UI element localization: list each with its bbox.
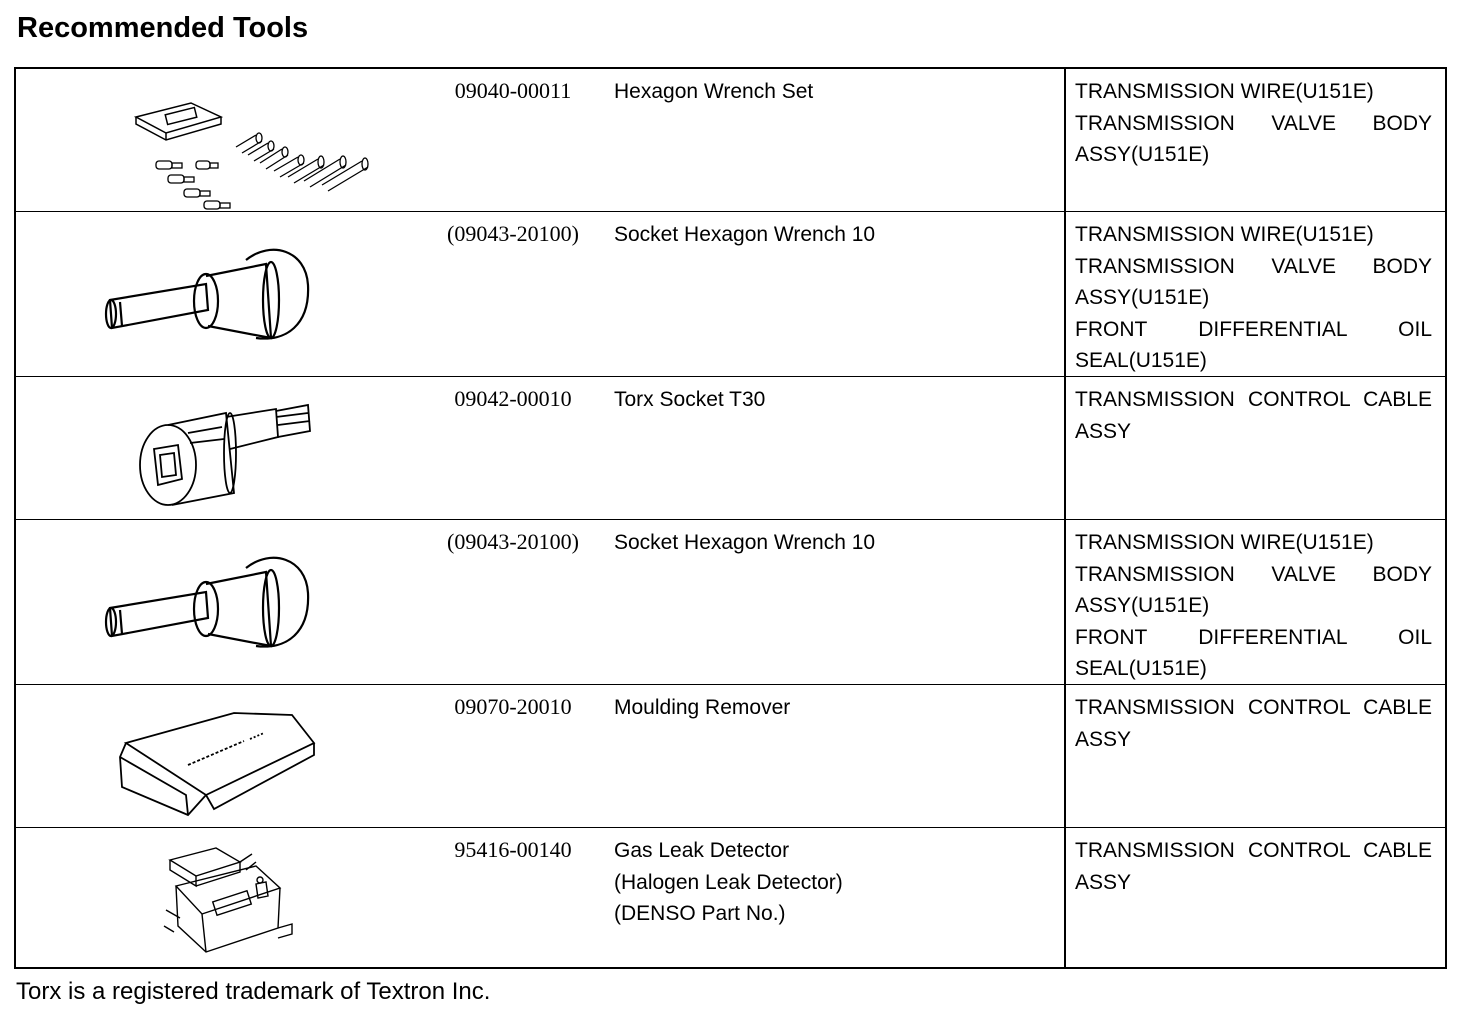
applications <box>1075 835 1432 898</box>
part-number: 95416-00140 <box>454 837 572 862</box>
table-row <box>16 377 1445 520</box>
table-row <box>16 828 1445 969</box>
application-line: TRANSMISSION WIRE(U151E) <box>1075 531 1374 554</box>
tool-name-line: Hexagon Wrench Set <box>614 80 814 103</box>
applications <box>1075 692 1432 755</box>
applications <box>1075 76 1432 171</box>
part-number: 09042-00010 <box>454 386 572 411</box>
tool-name-line: (Halogen Leak Detector) <box>614 870 843 894</box>
table-row <box>16 69 1445 212</box>
applications <box>1075 219 1432 377</box>
tool-name <box>614 692 1054 724</box>
tool-name <box>614 835 1054 930</box>
tools-table <box>14 67 1447 969</box>
application-line: TRANSMISSION VALVE BODY ASSY(U151E) <box>1075 254 1432 309</box>
tool-name-line: Torx Socket T30 <box>614 388 766 411</box>
application-line: TRANSMISSION VALVE BODY ASSY(U151E) <box>1075 111 1432 166</box>
footnote: Torx is a registered trademark of Textron Inc. <box>16 978 491 1005</box>
moulding-remover-icon <box>96 695 416 825</box>
page-title: Recommended Tools <box>17 12 309 44</box>
application-line: TRANSMISSION CONTROL CABLE ASSY <box>1075 388 1432 443</box>
part-number: (09043-20100) <box>447 221 579 246</box>
tool-name-line: Socket Hexagon Wrench 10 <box>614 531 876 554</box>
application-line: TRANSMISSION CONTROL CABLE ASSY <box>1075 839 1432 894</box>
application-line: TRANSMISSION WIRE(U151E) <box>1075 223 1374 246</box>
part-number: 09070-20010 <box>454 694 572 719</box>
table-row <box>16 685 1445 828</box>
applications <box>1075 527 1432 685</box>
socket-hexagon-wrench-icon <box>96 230 416 360</box>
application-line: FRONT DIFFERENTIAL OIL SEAL(U151E) <box>1075 625 1432 680</box>
tool-name <box>614 219 1054 251</box>
tool-name-line: Socket Hexagon Wrench 10 <box>614 223 876 246</box>
applications <box>1075 384 1432 447</box>
hexagon-wrench-set-icon <box>96 77 416 207</box>
part-number: (09043-20100) <box>447 529 579 554</box>
table-row <box>16 520 1445 685</box>
application-line: TRANSMISSION VALVE BODY ASSY(U151E) <box>1075 562 1432 617</box>
tool-name <box>614 384 1054 416</box>
tool-name <box>614 527 1054 559</box>
application-line: FRONT DIFFERENTIAL OIL SEAL(U151E) <box>1075 317 1432 372</box>
tool-name-line: (DENSO Part No.) <box>614 902 786 925</box>
torx-socket-icon <box>126 387 446 517</box>
table-row <box>16 212 1445 377</box>
socket-hexagon-wrench-icon <box>96 538 416 668</box>
tool-name-line: Moulding Remover <box>614 696 791 719</box>
application-line: TRANSMISSION WIRE(U151E) <box>1075 80 1374 103</box>
tool-name <box>614 76 1054 108</box>
tool-name-line: Gas Leak Detector <box>614 839 790 862</box>
application-line: TRANSMISSION CONTROL CABLE ASSY <box>1075 696 1432 751</box>
part-number: 09040-00011 <box>454 78 572 103</box>
